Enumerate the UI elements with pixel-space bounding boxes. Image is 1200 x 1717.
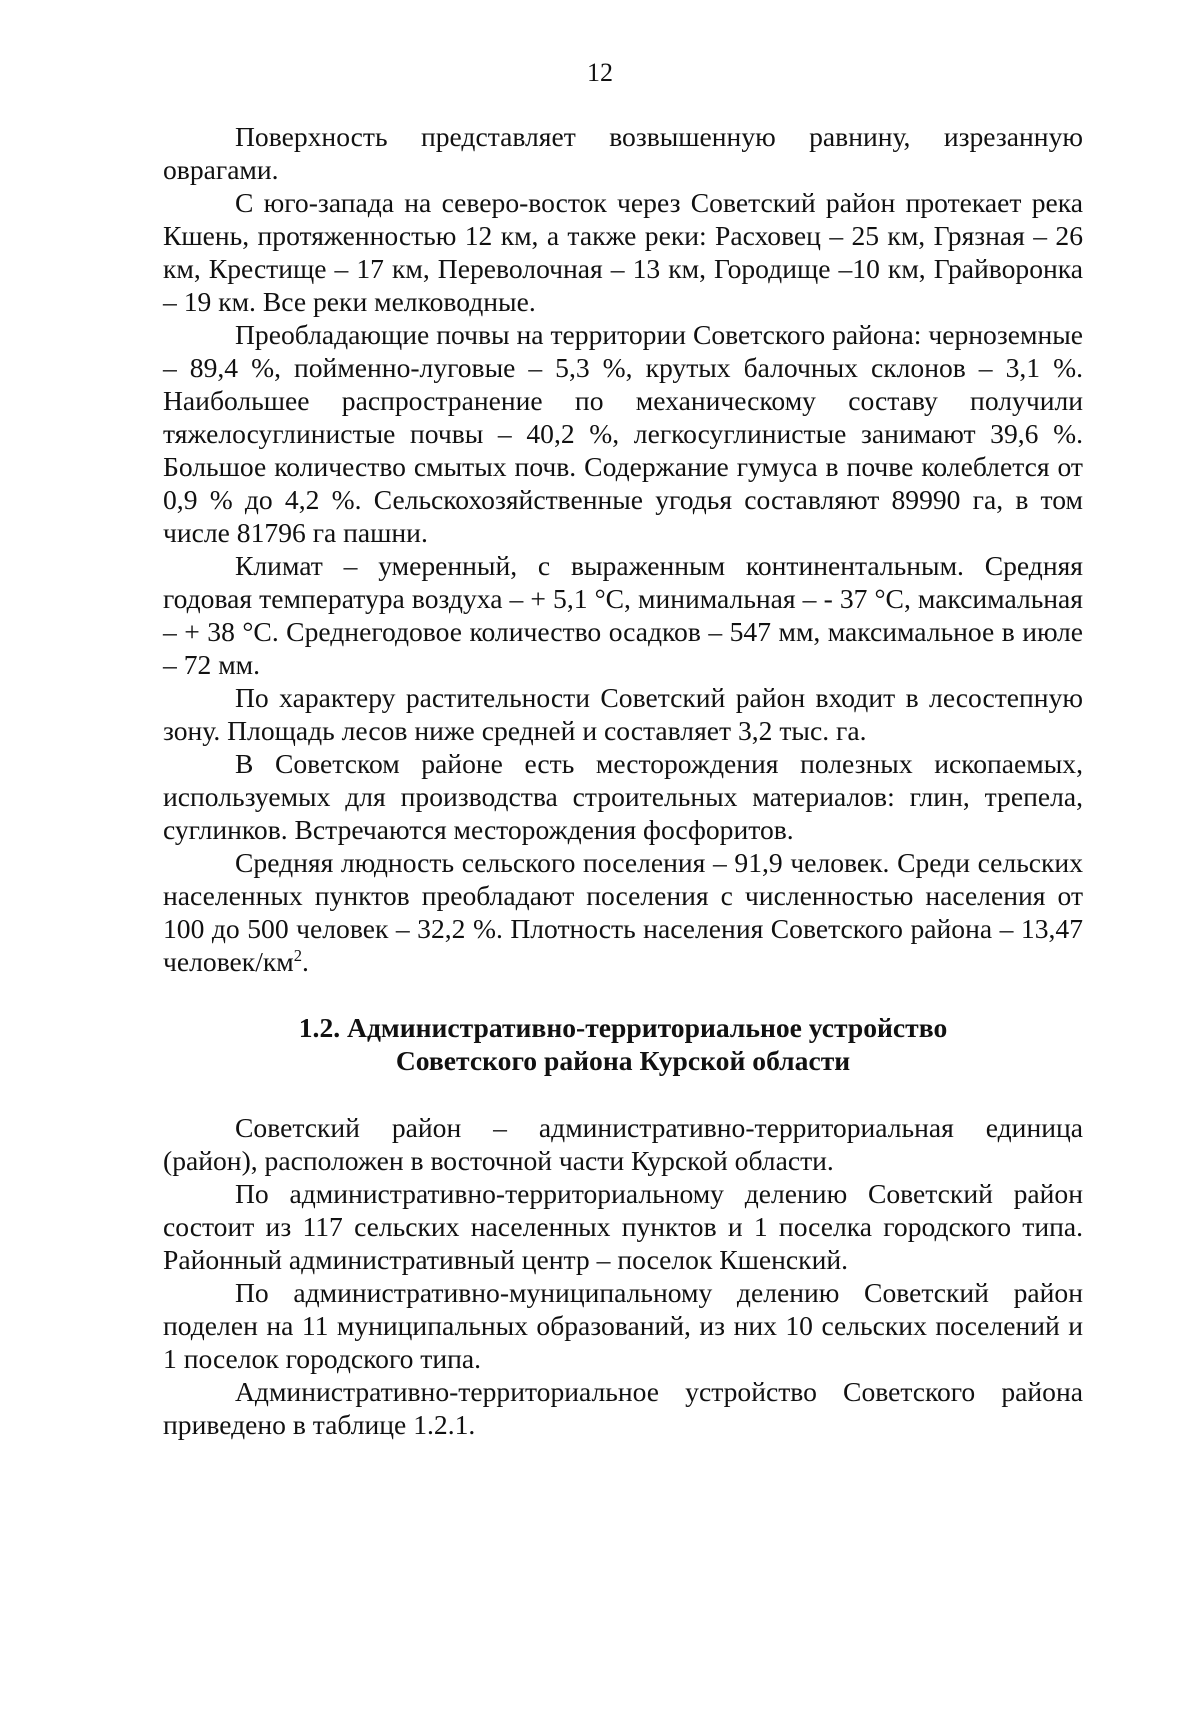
paragraph-minerals: В Советском районе есть месторождения полезных ископаемых, используемых для производства строительных материалов: глин, трепела, суглинков. Встречаются месторождения фосфоритов. [163, 748, 1083, 845]
section-heading-line-2: Советского района Курской области [395, 1045, 851, 1076]
density-superscript: 2 [293, 945, 303, 965]
paragraph-surface: Поверхность представляет возвышенную равнину, изрезанную оврагами. [163, 121, 1083, 185]
density-text: Средняя людность сельского поселения – 91,9 человек. Среди сельских населенных пунктов преобладают поселения с численностью населения от 100 до 500 человек – 32,2 %. Плотность населения Советского района – 13,47 человек/км [163, 847, 1083, 977]
paragraph-municipal-division: По административно-муниципальному делению Советский район поделен на 11 муниципальных образований, из них 10 сельских поселений и 1 поселок городского типа. [163, 1277, 1083, 1374]
paragraph-admin-unit: Советский район – административно-территориальная единица (район), расположен в восточной части Курской области. [163, 1112, 1083, 1176]
paragraph-climate: Климат – умеренный, с выраженным континентальным. Средняя годовая температура воздуха – + 5,1 °С, минимальная – - 37 °С, максимальная – + 38 °С. Среднегодовое количество осадков – 547 мм, максимальное в июле – 72 мм. [163, 550, 1083, 680]
paragraph-population-density [163, 846, 1083, 978]
paragraph-table-reference: Административно-территориальное устройство Советского района приведено в таблице 1.2.1. [163, 1376, 1083, 1440]
paragraph-rivers: С юго-запада на северо-восток через Советский район протекает река Кшень, протяженностью 12 км, а также реки: Расховец – 25 км, Грязная – 26 км, Крестище – 17 км, Переволочная – 13 км, Городище –10 км, Грайворонка – 19 км. Все реки мелководные. [163, 187, 1083, 317]
paragraph-vegetation: По характеру растительности Советский район входит в лесостепную зону. Площадь лесов ниже средней и составляет 3,2 тыс. га. [163, 682, 1083, 746]
section-heading-line-1: 1.2. Административно-территориальное устройство [298, 1012, 948, 1043]
paragraph-admin-division: По административно-территориальному делению Советский район состоит из 117 сельских населенных пунктов и 1 поселка городского типа. Районный административный центр – поселок Кшенский. [163, 1178, 1083, 1275]
density-suffix: . [302, 946, 309, 977]
section-heading [163, 1011, 1083, 1077]
paragraph-soils: Преобладающие почвы на территории Советского района: черноземные – 89,4 %, пойменно-луговые – 5,3 %, крутых балочных склонов – 3,1 %. Наибольшее распространение по механическому составу получили тяжелосуглинистые почвы – 40,2 %, легкосуглинистые занимают 39,6 %. Большое количество смытых почв. Содержание гумуса в почве колеблется от 0,9 % до 4,2 %. Сельскохозяйственные угодья составляют 89990 га, в том числе 81796 га пашни. [163, 319, 1083, 548]
page-number: 12 [587, 58, 613, 87]
document-body [163, 120, 1083, 1441]
